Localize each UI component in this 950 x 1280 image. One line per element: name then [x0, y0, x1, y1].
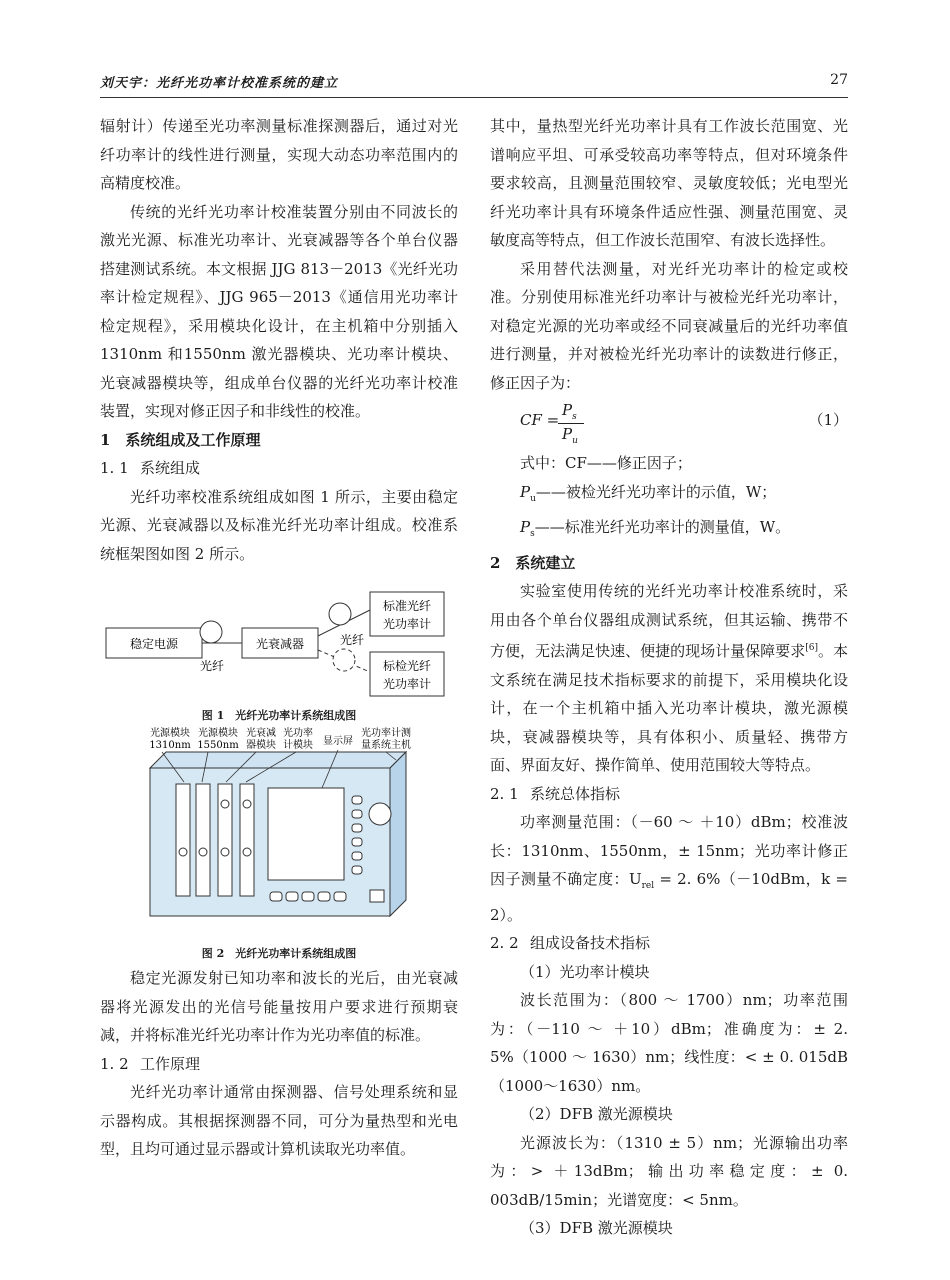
bottom-button	[334, 892, 346, 901]
subsection-number: 2. 1	[490, 784, 519, 803]
port-icon	[243, 800, 251, 808]
citation: [6]	[805, 643, 818, 653]
fiber-coil-icon	[200, 621, 222, 643]
symbol: P	[520, 482, 531, 501]
source-label: 稳定电源	[129, 637, 179, 651]
list-item: （1）光功率计模块	[520, 962, 650, 981]
header-rule	[100, 97, 848, 98]
attenuator-label: 光衰减器	[255, 637, 305, 651]
fiber-label: 光纤	[200, 659, 225, 673]
side-button	[352, 824, 362, 832]
label-source-1310: 1310nm	[149, 740, 191, 751]
fiber-coil-icon	[329, 603, 351, 625]
symbol-subscript: s	[530, 529, 535, 539]
subsection-heading	[490, 929, 848, 958]
dut-meter-label: 光功率计	[382, 677, 432, 691]
label-host: 光功率计测	[361, 728, 411, 739]
definition-text: ——标准光纤光功率计的测量值，W。	[534, 518, 791, 536]
side-button	[352, 866, 362, 874]
label-display: 显示屏	[323, 736, 353, 747]
equation-symbol: P	[562, 425, 573, 443]
paragraph	[490, 808, 848, 929]
figure-1-diagram	[100, 574, 458, 704]
list-item: （2）DFB 激光源模块	[520, 1105, 673, 1123]
dut-meter-label: 标检光纤	[382, 659, 432, 673]
side-button	[352, 852, 362, 860]
label-source-1550: 光源模块	[198, 728, 238, 739]
label-attenuator: 光衰减	[246, 728, 276, 739]
fiber-coil-dashed-icon	[333, 649, 355, 671]
label-host: 量系统主机	[361, 740, 411, 751]
paragraph: 光纤功率校准系统组成如图 1 所示，主要由稳定光源、光衰减器以及标准光纤光功率计组成。校准系统框架图如图 2 所示。	[100, 487, 458, 563]
figure-1-caption: 图 1 光纤光功率计系统组成图	[201, 709, 357, 722]
list-item: （3）DFB 激光源模块	[520, 1219, 673, 1237]
subsection-heading	[490, 780, 848, 809]
section-heading: 2 系统建立	[490, 553, 576, 572]
port-icon	[221, 848, 229, 856]
chassis-side	[390, 752, 406, 916]
page-header	[100, 72, 848, 94]
equation-number: （1）	[808, 411, 848, 429]
figure-2-diagram	[100, 724, 458, 942]
side-button	[352, 796, 362, 804]
definition-text: ——被检光纤光功率计的示值，W；	[535, 482, 777, 501]
chassis-top	[150, 752, 406, 768]
paragraph: 辐射计）传递至光功率测量标准探测器后，通过对光纤功率计的线性进行测量，实现大动态功率范围内的高精度校准。	[100, 117, 458, 192]
paragraph-text: = 2. 6%（－10dBm，k = 2）。	[490, 870, 848, 924]
fraction-bar	[558, 423, 584, 424]
paragraph: 稳定光源发射已知功率和波长的光后，由光衰减器将光源发出的光信号能量按用户要求进行预期衰减，并将标准光纤光功率计作为光功率值的标准。	[100, 969, 458, 1044]
module-slot	[176, 784, 190, 896]
port-icon	[221, 800, 229, 808]
bottom-button	[302, 892, 314, 901]
figure-2	[100, 724, 458, 964]
knob-icon	[369, 803, 391, 825]
subsection-title: 系统组成	[140, 459, 201, 477]
subsection-title: 组成设备技术指标	[530, 934, 651, 952]
paragraph-text: 实验室使用传统的光纤光功率计校准系统时，采用由各个单台仪器组成测试系统，但其运输、携带不方便，无法满足快速、便捷的现场计量保障要求	[490, 582, 848, 660]
paragraph: 传统的光纤光功率计校准装置分别由不同波长的激光光源、标准光功率计、光衰减器等各个单台仪器搭建测试系统。本文根据 JJG 813－2013《光纤光功率计检定规程》、JJG 965－2013《通信用光功率计检定规程》，采用模块化设计，在主机箱中分别插入1310nm 和1550nm 激光器模块、光功率计模块、光衰减器模块等，组成单台仪器的光纤光功率计校准装置，实现对修正因子和非线性的校准。	[100, 202, 458, 420]
equation-subscript: u	[572, 436, 578, 446]
paragraph-text: 功率测量范围：（－60 ～ ＋10）dBm；校准波长：1310nm、1550nm，± 15nm；光功率计修正因子测量不确定度：U	[490, 813, 848, 888]
label-source-1310: 光源模块	[150, 728, 190, 739]
paragraph-text: 。本文系统在满足技术指标要求的前提下，采用模块化设计，在一个主机箱中插入光功率计模块，激光源模块，衰减器模块等，具有体积小、质量轻、携带方面、界面友好、操作简单、使用范围较大等特点。	[490, 642, 848, 774]
equation-subscript: s	[572, 412, 577, 422]
equation-lhs: CF =	[520, 411, 560, 429]
fiber-label: 光纤	[340, 633, 365, 647]
subsection-number: 1. 2	[100, 1054, 129, 1073]
subsection-title: 系统总体指标	[530, 784, 621, 803]
label-meter-module: 计模块	[283, 740, 313, 751]
bottom-button	[286, 892, 298, 901]
symbol-subscript: rel	[641, 881, 655, 891]
equation-numerator	[562, 401, 577, 422]
side-button	[352, 838, 362, 846]
standard-meter-label: 光功率计	[382, 617, 432, 631]
paragraph: 波长范围为：（800 ～ 1700）nm；功率范围为：（－110 ～ ＋10）dBm；准确度为：± 2. 5%（1000 ～ 1630）nm；线性度：< ± 0. 015dB（1000～1630）nm。	[490, 991, 848, 1095]
port-icon	[243, 848, 251, 856]
symbol-subscript: u	[530, 493, 536, 504]
subsection-heading	[100, 454, 458, 483]
section-heading: 1 系统组成及工作原理	[100, 430, 261, 449]
definition-row	[490, 478, 848, 514]
paragraph: 采用替代法测量，对光纤光功率计的检定或校准。分别使用标准光纤功率计与被检光纤光功率计，对稳定光源的光功率或经不同衰减量后的光纤功率值进行测量，并对被检光纤光功率计的读数进行修正，修正因子为：	[490, 259, 848, 392]
paragraph: 光纤光功率计通常由探测器、信号处理系统和显示器构成。其根据探测器不同，可分为量热型和光电型，且均可通过显示器或计算机读取光功率值。	[100, 1083, 458, 1158]
equation-1	[490, 397, 848, 449]
display-screen	[268, 788, 344, 880]
running-title: 刘天宇：光纤光功率计校准系统的建立	[100, 76, 339, 91]
page-number: 27	[830, 72, 848, 88]
power-switch	[370, 890, 384, 902]
subsection-title: 工作原理	[140, 1054, 201, 1073]
paragraph: 其中，量热型光纤光功率计具有工作波长范围宽、光谱响应平坦、可承受较高功率等特点，但对环境条件要求较高，且测量范围较窄、灵敏度较低；光电型光纤光功率计具有环境条件适应性强、测量范围宽、灵敏度高等特点，但工作波长范围窄、有波长选择性。	[490, 117, 848, 249]
label-attenuator: 器模块	[246, 740, 276, 751]
paragraph	[490, 577, 848, 780]
figure-2-caption: 图 2 光纤光功率计系统组成图	[201, 947, 357, 960]
label-source-1550: 1550nm	[197, 740, 239, 751]
equation-denominator	[562, 425, 578, 446]
standard-meter-label: 标准光纤	[382, 599, 432, 613]
subsection-number: 1. 1	[100, 459, 129, 477]
module-slot	[196, 784, 210, 896]
port-icon	[199, 848, 207, 856]
symbol: P	[520, 518, 531, 536]
paragraph: 光源波长为：（1310 ± 5）nm；光源输出功率为：> ＋13dBm；输出功率稳定度：± 0. 003dB/15min；光谱宽度：< 5nm。	[490, 1133, 848, 1209]
bottom-button	[318, 892, 330, 901]
figure-1	[100, 574, 458, 724]
right-column	[490, 112, 848, 1243]
port-icon	[179, 848, 187, 856]
side-button	[352, 810, 362, 818]
bottom-button	[270, 892, 282, 901]
definition-row	[490, 513, 848, 549]
subsection-heading	[100, 1050, 458, 1079]
definition-row: 式中：CF——修正因子；	[520, 454, 692, 472]
left-column	[100, 112, 458, 1164]
equation-symbol: P	[562, 401, 573, 419]
subsection-number: 2. 2	[490, 934, 519, 952]
label-meter-module: 光功率	[283, 728, 313, 739]
